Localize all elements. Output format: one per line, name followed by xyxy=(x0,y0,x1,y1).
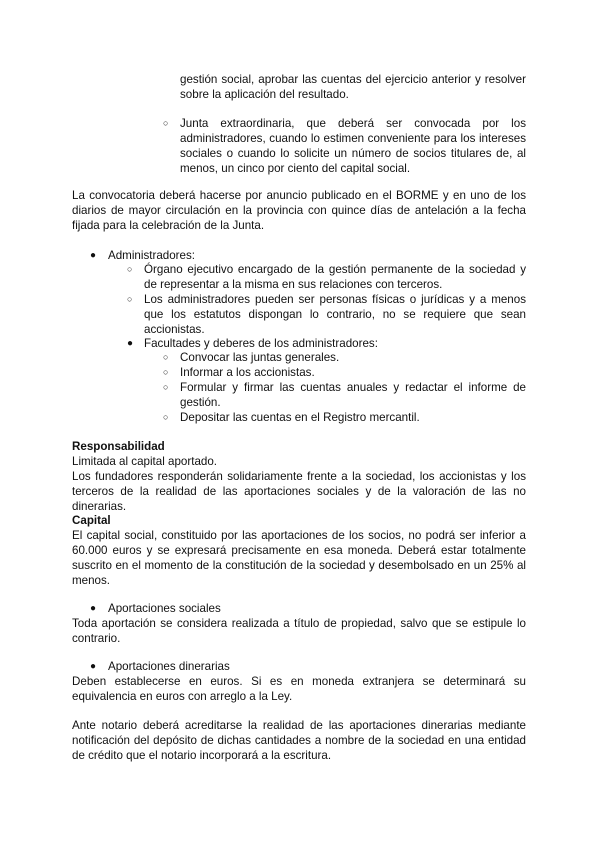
responsabilidad-line: Limitada al capital aportado. xyxy=(72,455,218,468)
bullet-icon: ● xyxy=(90,661,97,672)
facultades-item: Formular y firmar las cuentas anuales y redactar el informe de gestión. xyxy=(180,381,526,409)
circle-bullet-icon: ○ xyxy=(163,412,169,422)
responsabilidad-paragraph: Los fundadores responderán solidariamente frente a la sociedad, los accionistas y los terceros de la realidad de las aportaciones sociales y de la valoración de las no dinerarias. xyxy=(72,470,526,513)
circle-bullet-icon: ○ xyxy=(127,294,133,304)
circle-bullet-icon: ○ xyxy=(127,264,133,274)
aportaciones-dinerarias-paragraph: Deben establecerse en euros. Si es en moneda extranjera se determinará su equivalencia en euros con arreglo a la Ley. xyxy=(72,675,526,703)
notario-paragraph: Ante notario deberá acreditarse la realidad de las aportaciones dinerarias mediante notificación del depósito de dichas cantidades a nombre de la sociedad en una entidad de crédito que el notario incorporará a la escritura. xyxy=(72,719,526,762)
facultades-item: Convocar las juntas generales. xyxy=(180,351,340,364)
circle-bullet-icon: ○ xyxy=(163,382,169,392)
aportaciones-sociales-label: Aportaciones sociales xyxy=(108,602,221,615)
circle-bullet-icon: ○ xyxy=(163,118,169,128)
facultades-item: Informar a los accionistas. xyxy=(180,366,315,379)
bullet-icon: ● xyxy=(90,250,97,261)
junta-ordinaria-text: gestión social, aprobar las cuentas del ejercicio anterior y resolver sobre la aplicación del resultado. xyxy=(180,73,526,101)
administradores-label: Administradores: xyxy=(108,249,195,262)
administradores-item: Los administradores pueden ser personas físicas o jurídicas y a menos que los estatutos dispongan lo contrario, no se requiere que sean accionistas. xyxy=(144,293,526,336)
junta-extraordinaria-text: Junta extraordinaria, que deberá ser convocada por los administradores, cuando lo estimen conveniente para los intereses sociales o cuando lo solicite un número de socios titulares de, al menos, un cinco por ciento del capital social. xyxy=(180,117,526,175)
aportaciones-sociales-paragraph: Toda aportación se considera realizada a título de propiedad, salvo que se estipule lo contrario. xyxy=(72,617,526,645)
responsabilidad-heading: Responsabilidad xyxy=(72,440,165,453)
circle-bullet-icon: ○ xyxy=(163,352,169,362)
aportaciones-dinerarias-label: Aportaciones dinerarias xyxy=(108,660,230,673)
facultades-label: Facultades y deberes de los administradores: xyxy=(144,337,378,350)
bullet-icon: ● xyxy=(127,338,134,349)
administradores-item: Órgano ejecutivo encargado de la gestión permanente de la sociedad y de representar a la misma en sus relaciones con terceros. xyxy=(144,263,526,291)
capital-paragraph: El capital social, constituido por las aportaciones de los socios, no podrá ser inferior a 60.000 euros y se expresará precisamente en esa moneda. Deberá estar totalmente suscrito en el momento de la constitución de la sociedad y desembolsado en un 25% al menos. xyxy=(72,529,526,587)
capital-heading: Capital xyxy=(72,514,111,527)
circle-bullet-icon: ○ xyxy=(163,367,169,377)
bullet-icon: ● xyxy=(90,603,97,614)
facultades-item: Depositar las cuentas en el Registro mercantil. xyxy=(180,411,420,424)
convocatoria-paragraph: La convocatoria deberá hacerse por anuncio publicado en el BORME y en uno de los diarios de mayor circulación en la provincia con quince días de antelación a la fecha fijada para la celebración de la Junta. xyxy=(72,189,526,232)
